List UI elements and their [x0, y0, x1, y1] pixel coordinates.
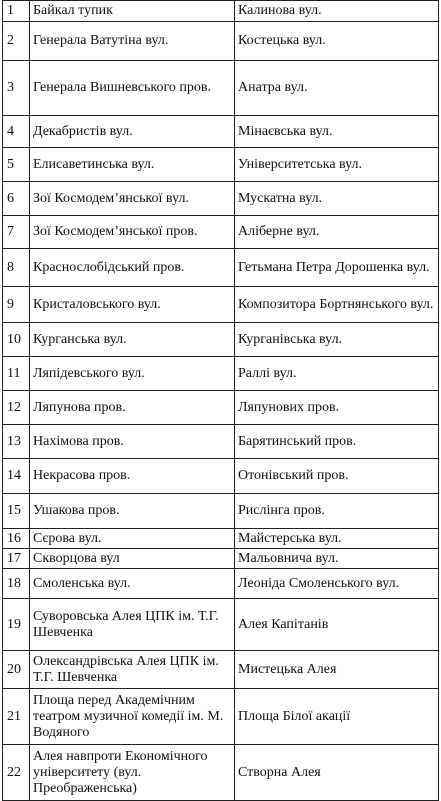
old-street-name: Курганська вул. — [30, 323, 235, 357]
old-street-name: Краснослобідський пров. — [30, 249, 235, 287]
row-number: 12 — [3, 391, 30, 425]
old-street-name: Декабристів вул. — [30, 116, 235, 148]
old-street-name: Зої Космодем’янської вул. — [30, 182, 235, 216]
table-body — [3, 1, 439, 801]
table-row — [3, 357, 439, 391]
table-row — [3, 116, 439, 148]
new-street-name: Анатра вул. — [235, 61, 439, 116]
new-street-name: Рислінга пров. — [235, 494, 439, 529]
table-row — [3, 745, 439, 801]
table-row — [3, 61, 439, 116]
new-street-name: Мінаєвська вул. — [235, 116, 439, 148]
row-number: 8 — [3, 249, 30, 287]
table-row — [3, 651, 439, 689]
table-row — [3, 459, 439, 494]
old-street-name: Скворцова вул — [30, 549, 235, 569]
new-street-name: Мистецька Алея — [235, 651, 439, 689]
old-street-name: Кристаловського вул. — [30, 287, 235, 323]
new-street-name: Леоніда Смоленського вул. — [235, 569, 439, 599]
street-rename-table — [2, 0, 439, 801]
table-row — [3, 599, 439, 651]
new-street-name: Барятинський пров. — [235, 425, 439, 459]
old-street-name: Некрасова пров. — [30, 459, 235, 494]
row-number: 20 — [3, 651, 30, 689]
row-number: 10 — [3, 323, 30, 357]
old-street-name: Байкал тупик — [30, 1, 235, 22]
table-row — [3, 182, 439, 216]
table-row — [3, 689, 439, 745]
table-row — [3, 216, 439, 249]
old-street-name: Суворовська Алея ЦПК ім. Т.Г. Шевченка — [30, 599, 235, 651]
row-number: 18 — [3, 569, 30, 599]
row-number: 3 — [3, 61, 30, 116]
old-street-name: Площа перед Академічним театром музичної комедії ім. М. Водяного — [30, 689, 235, 745]
row-number: 21 — [3, 689, 30, 745]
new-street-name: Калинова вул. — [235, 1, 439, 22]
old-street-name: Ушакова пров. — [30, 494, 235, 529]
new-street-name: Мальовнича вул. — [235, 549, 439, 569]
old-street-name: Ляпунова пров. — [30, 391, 235, 425]
table-row — [3, 249, 439, 287]
old-street-name: Елисаветинська вул. — [30, 148, 235, 182]
old-street-name: Ляпідевського вул. — [30, 357, 235, 391]
table-row — [3, 425, 439, 459]
row-number: 5 — [3, 148, 30, 182]
old-street-name: Генерала Вишневського пров. — [30, 61, 235, 116]
table-row — [3, 287, 439, 323]
row-number: 22 — [3, 745, 30, 801]
row-number: 1 — [3, 1, 30, 22]
old-street-name: Генерала Ватутіна вул. — [30, 22, 235, 61]
row-number: 4 — [3, 116, 30, 148]
new-street-name: Майстерська вул. — [235, 529, 439, 549]
row-number: 14 — [3, 459, 30, 494]
row-number: 13 — [3, 425, 30, 459]
row-number: 17 — [3, 549, 30, 569]
old-street-name: Зої Космодем’янської пров. — [30, 216, 235, 249]
new-street-name: Раллі вул. — [235, 357, 439, 391]
table-row — [3, 494, 439, 529]
new-street-name: Університетська вул. — [235, 148, 439, 182]
new-street-name: Гетьмана Петра Дорошенка вул. — [235, 249, 439, 287]
old-street-name: Олександрівська Алея ЦПК ім. Т.Г. Шевченка — [30, 651, 235, 689]
table-row — [3, 391, 439, 425]
table-row — [3, 529, 439, 549]
table-row — [3, 148, 439, 182]
row-number: 19 — [3, 599, 30, 651]
old-street-name: Смоленська вул. — [30, 569, 235, 599]
new-street-name: Отонівський пров. — [235, 459, 439, 494]
new-street-name: Ляпунових пров. — [235, 391, 439, 425]
row-number: 16 — [3, 529, 30, 549]
new-street-name: Алея Капітанів — [235, 599, 439, 651]
table-row — [3, 323, 439, 357]
new-street-name: Створна Алея — [235, 745, 439, 801]
new-street-name: Костецька вул. — [235, 22, 439, 61]
new-street-name: Площа Білої акації — [235, 689, 439, 745]
row-number: 11 — [3, 357, 30, 391]
row-number: 2 — [3, 22, 30, 61]
row-number: 6 — [3, 182, 30, 216]
table-row — [3, 1, 439, 22]
row-number: 15 — [3, 494, 30, 529]
old-street-name: Алея навпроти Економічного університету (вул. Преображенська) — [30, 745, 235, 801]
table-row — [3, 22, 439, 61]
row-number: 9 — [3, 287, 30, 323]
row-number: 7 — [3, 216, 30, 249]
table-row — [3, 549, 439, 569]
new-street-name: Мускатна вул. — [235, 182, 439, 216]
new-street-name: Композитора Бортнянського вул. — [235, 287, 439, 323]
new-street-name: Курганівська вул. — [235, 323, 439, 357]
new-street-name: Аліберне вул. — [235, 216, 439, 249]
table-row — [3, 569, 439, 599]
old-street-name: Сєрова вул. — [30, 529, 235, 549]
old-street-name: Нахімова пров. — [30, 425, 235, 459]
